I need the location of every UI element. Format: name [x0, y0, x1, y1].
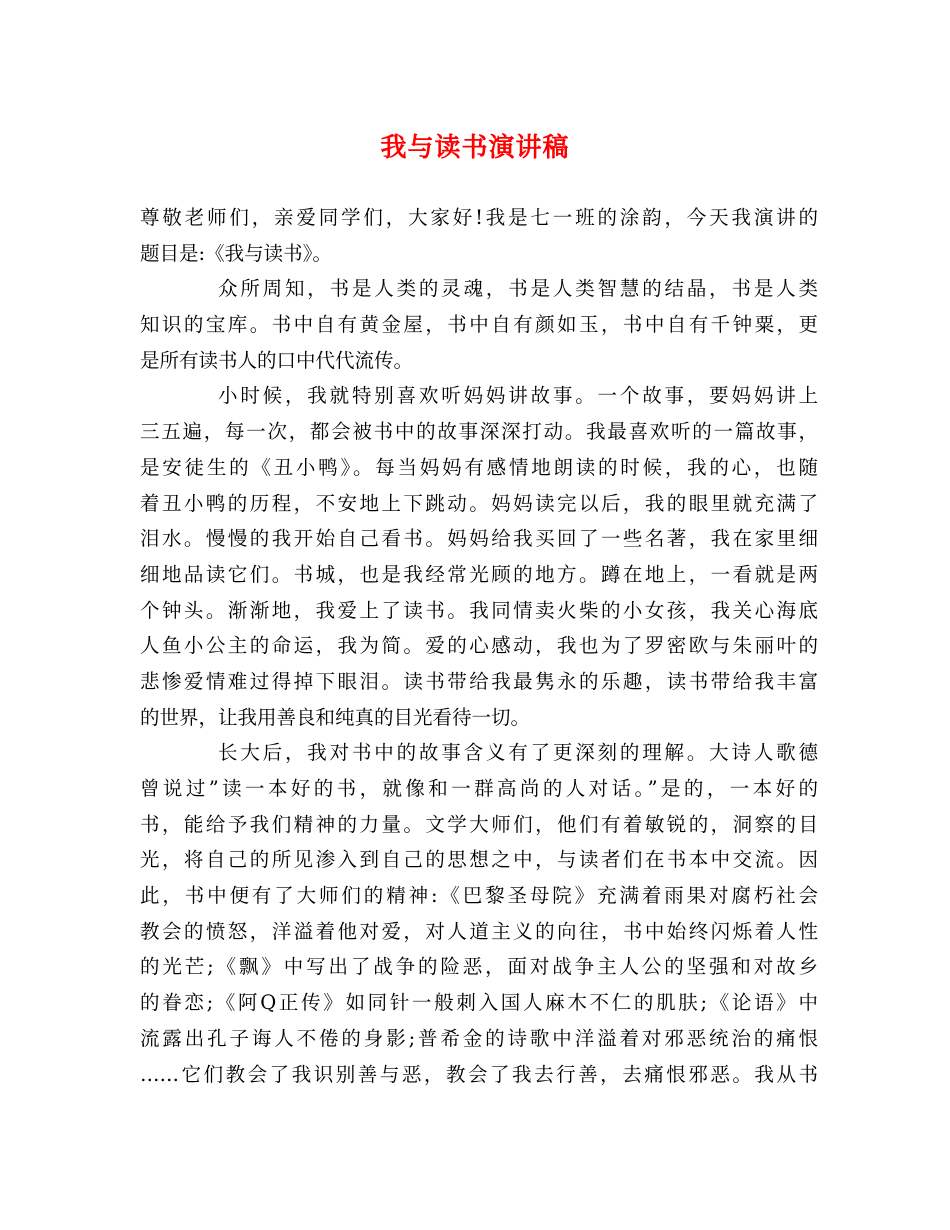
paragraph	[140, 271, 818, 378]
text-line: 教会的愤怒，洋溢着他对爱，对人道主义的向往，书中始终闪烁着人性	[140, 919, 818, 943]
text-line: 的眷恋;《阿Q正传》如同针一般刺入国人麻木不仁的肌肤;《论语》中	[140, 991, 818, 1015]
text-line: 细地品读它们。书城，也是我经常光顾的地方。蹲在地上，一看就是两	[140, 562, 818, 586]
text-line: 流露出孔子诲人不倦的身影;普希金的诗歌中洋溢着对邪恶统治的痛恨	[140, 1026, 818, 1050]
paragraph	[140, 200, 818, 271]
paragraph	[140, 378, 818, 735]
text-line: 众所周知，书是人类的灵魂，书是人类智慧的结晶，书是人类	[218, 277, 818, 301]
text-line: 光，将自己的所见渗入到自己的思想之中，与读者们在书本中交流。因	[140, 848, 818, 872]
text-line: 的世界，让我用善良和纯真的目光看待一切。	[140, 705, 531, 729]
text-line: 知识的宝库。书中自有黄金屋，书中自有颜如玉，书中自有千钟粟，更	[140, 313, 818, 337]
text-line: 三五遍，每一次，都会被书中的故事深深打动。我最喜欢听的一篇故事，	[140, 420, 818, 444]
text-line: 此，书中便有了大师们的精神:《巴黎圣母院》充满着雨果对腐朽社会	[140, 884, 818, 908]
text-line: 的光芒;《飘》中写出了战争的险恶，面对战争主人公的坚强和对故乡	[140, 955, 818, 979]
text-line: 个钟头。渐渐地，我爱上了读书。我同情卖火柴的小女孩，我关心海底	[140, 598, 818, 622]
text-line: 尊敬老师们，亲爱同学们，大家好!我是七一班的涂韵，今天我演讲的	[140, 206, 818, 229]
text-line: 题目是:《我与读书》。	[140, 241, 332, 265]
text-line: 长大后，我对书中的故事含义有了更深刻的理解。大诗人歌德	[218, 741, 818, 765]
text-line: 曾说过”读一本好的书，就像和一群高尚的人对话。”是的，一本好的	[140, 777, 818, 800]
text-line: ……它们教会了我识别善与恶，教会了我去行善，去痛恨邪恶。我从书	[140, 1062, 818, 1086]
text-line: 悲惨爱情难过得掉下眼泪。读书带给我最隽永的乐趣，读书带给我丰富	[140, 669, 818, 693]
text-line: 着丑小鸭的历程，不安地上下跳动。妈妈读完以后，我的眼里就充满了	[140, 491, 818, 515]
document-body	[140, 200, 818, 1092]
text-line: 泪水。慢慢的我开始自己看书。妈妈给我买回了一些名著，我在家里细	[140, 527, 818, 551]
document-title: 我与读书演讲稿	[380, 133, 570, 163]
text-line: 书，能给予我们精神的力量。文学大师们，他们有着敏锐的，洞察的目	[140, 812, 818, 836]
text-line: 是安徒生的《丑小鸭》。每当妈妈有感情地朗读的时候，我的心，也随	[140, 455, 818, 479]
text-line: 小时候，我就特别喜欢听妈妈讲故事。一个故事，要妈妈讲上	[218, 384, 818, 408]
paragraph	[140, 735, 818, 1092]
text-line: 是所有读书人的口中代代流传。	[140, 348, 414, 372]
text-line: 人鱼小公主的命运，我为简。爱的心感动，我也为了罗密欧与朱丽叶的	[140, 634, 818, 658]
